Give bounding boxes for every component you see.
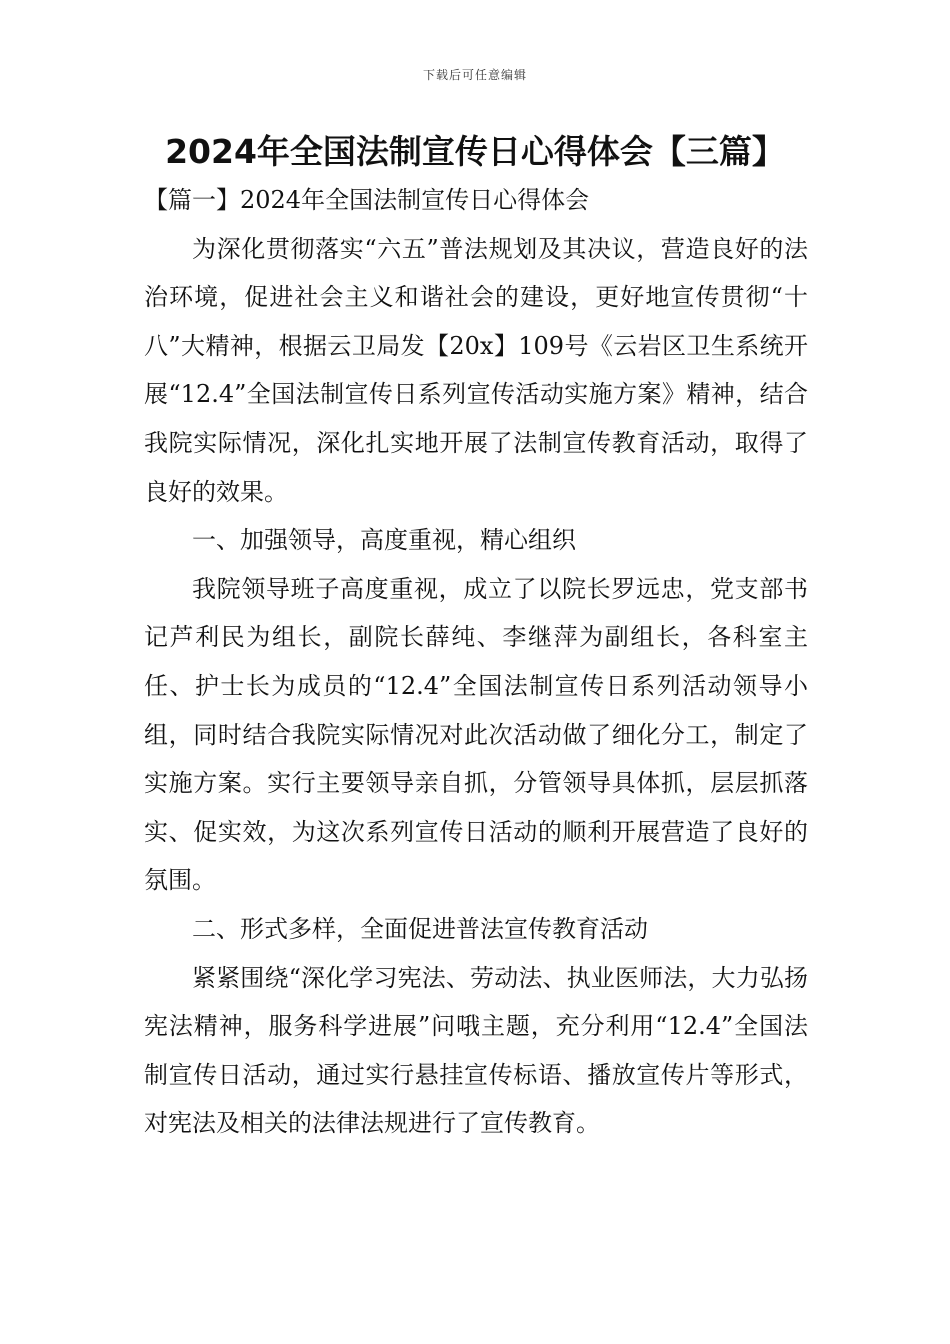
paragraph-publicity: 紧紧围绕“深化学习宪法、劳动法、执业医师法，大力弘扬宪法精神，服务科学进展”问哦主题，充分利用“12.4”全国法制宣传日活动，通过实行悬挂宣传标语、播放宣传片等形式，对宪法及相关的法律法规进行了宣传教育。 — [144, 963, 808, 1138]
paragraph-intro: 为深化贯彻落实“六五”普法规划及其决议，营造良好的法治环境，促进社会主义和谐社会的建设，更好地宣传贯彻“十八”大精神，根据云卫局发【20x】109号《云岩区卫生系统开展“12.4”全国法制宣传日系列宣传活动实施方案》精神，结合我院实际情况，深化扎实地开展了法制宣传教育活动，取得了良好的效果。 — [144, 234, 808, 506]
header-note: 下载后可任意编辑 — [422, 68, 527, 82]
subheading-2: 二、形式多样，全面促进普法宣传教育活动 — [192, 914, 648, 943]
section-heading: 【篇一】2024年全国法制宣传日心得体会 — [144, 186, 590, 214]
document-title: 2024年全国法制宣传日心得体会【三篇】 — [165, 132, 785, 171]
subheading-1: 一、加强领导，高度重视，精心组织 — [192, 526, 576, 555]
paragraph-leadership: 我院领导班子高度重视，成立了以院长罗远忠，党支部书记芦利民为组长，副院长薛纯、李继萍为副组长，各科室主任、护士长为成员的“12.4”全国法制宣传日系列活动领导小组，同时结合我院实际情况对此次活动做了细化分工，制定了实施方案。实行主要领导亲自抓，分管领导具体抓，层层抓落实、促实效，为这次系列宣传日活动的顺利开展营造了良好的氛围。 — [144, 574, 808, 895]
document-body — [144, 176, 808, 1148]
